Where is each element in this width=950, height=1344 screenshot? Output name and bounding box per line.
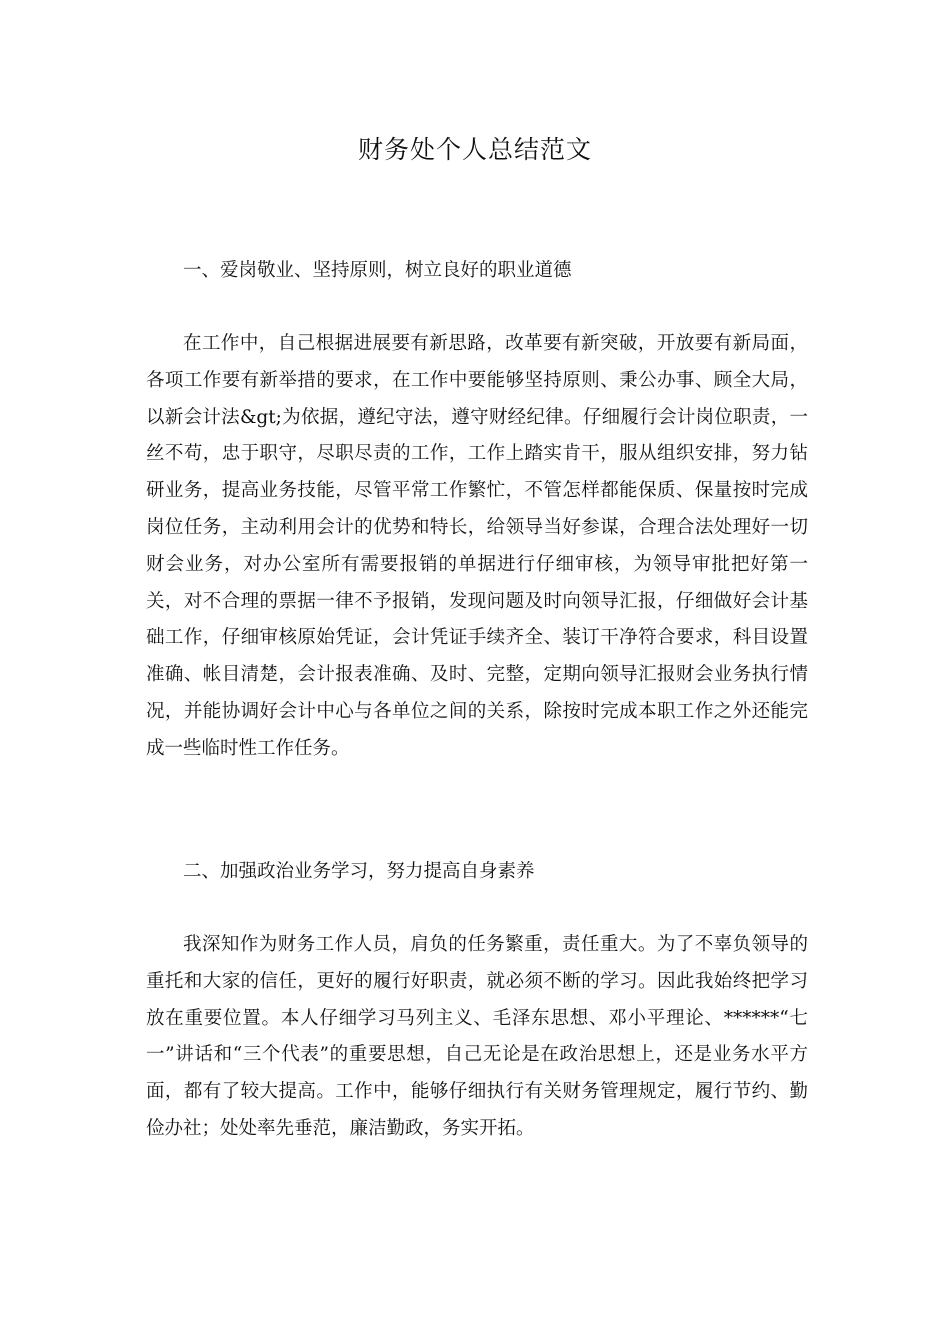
section-heading-2: 二、加强政治业务学习，努力提高自身素养 — [183, 861, 535, 882]
section-heading-1: 一、爱岗敬业、坚持原则，树立良好的职业道德 — [183, 260, 572, 281]
section-paragraph-2: 我深知作为财务工作人员，肩负的任务繁重，责任重大。为了不辜负领导的重托和大家的信任，更好的履行好职责，就必须不断的学习。因此我始终把学习放在重要位置。本人仔细学习马列主义、毛泽东思想、邓小平理论、******“七一”讲话和“三个代表”的重要思想，自己无论是在政治思想上，还是业务水平方面，都有了较大提高。工作中，能够仔细执行有关财务管理规定，履行节约、勤俭办社；处处率先垂范，廉洁勤政，务实开拓。 — [146, 934, 808, 1139]
document-title: 财务处个人总结范文 — [357, 135, 592, 164]
section-paragraph-1: 在工作中，自己根据进展要有新思路，改革要有新突破，开放要有新局面，各项工作要有新举措的要求，在工作中要能够坚持原则、秉公办事、顾全大局，以新会计法&gt;为依据，遵纪守法，遵守财经纪律。仔细履行会计岗位职责，一丝不苟，忠于职守，尽职尽责的工作，工作上踏实肯干，服从组织安排，努力钻研业务，提高业务技能，尽管平常工作繁忙，不管怎样都能保质、保量按时完成岗位任务，主动利用会计的优势和特长，给领导当好参谋，合理合法处理好一切财会业务，对办公室所有需要报销的单据进行仔细审核，为领导审批把好第一关，对不合理的票据一律不予报销，发现问题及时向领导汇报，仔细做好会计基础工作，仔细审核原始凭证，会计凭证手续齐全、装订干净符合要求，科目设置准确、帐目清楚，会计报表准确、及时、完整，定期向领导汇报财会业务执行情况，并能协调好会计中心与各单位之间的关系，除按时完成本职工作之外还能完成一些临时性工作任务。 — [146, 333, 808, 759]
